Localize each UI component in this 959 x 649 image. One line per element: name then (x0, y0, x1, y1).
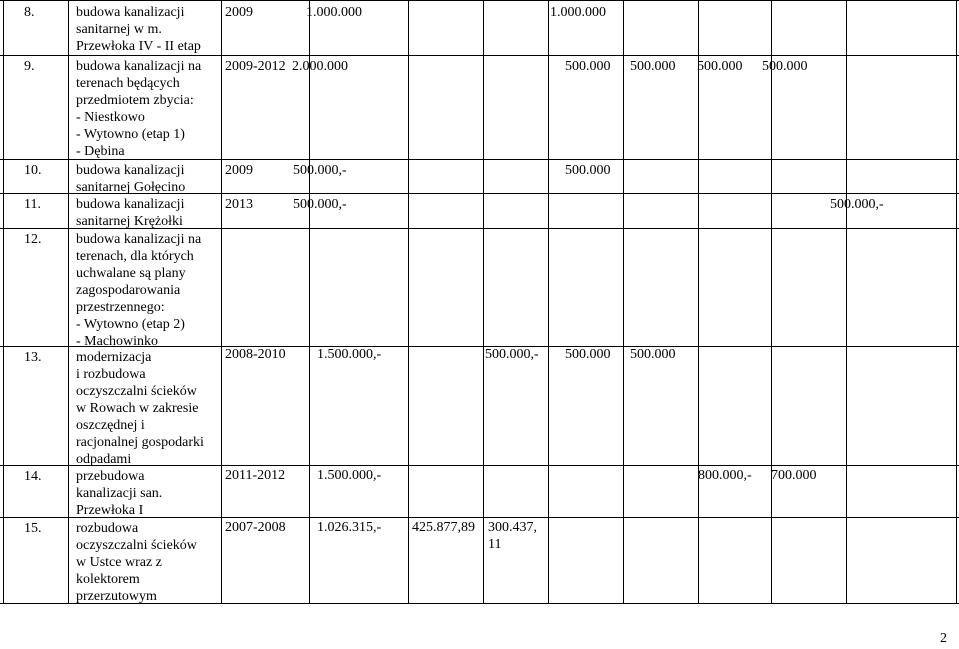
row-number: 10. (24, 163, 42, 178)
row-value-2009: 500.000 (565, 59, 611, 74)
column-divider-total (408, 0, 409, 604)
row-description-line: budowa kanalizacji (76, 197, 185, 212)
row-number: 9. (24, 59, 35, 74)
row-description-line: terenach będących (76, 76, 180, 91)
row-description-line: modernizacja (76, 350, 152, 365)
row-total: 1.500.000,- (317, 347, 382, 362)
row-period: 2009-2012 (225, 59, 286, 74)
page-number: 2 (940, 631, 947, 646)
column-divider-description (221, 0, 222, 604)
row-description-line: uchwalane są plany (76, 266, 186, 281)
row-description-line: terenach, dla których (76, 249, 194, 264)
row-number: 14. (24, 469, 42, 484)
row-description-line: - Dębina (76, 144, 125, 159)
row-value-2008: 500.000,- (485, 347, 539, 362)
column-divider-number (68, 0, 69, 604)
row-description-line: oszczędnej i (76, 418, 145, 433)
row-total: 500.000,- (293, 197, 347, 212)
row-period: 2011-2012 (225, 468, 286, 483)
row-value-2013: 500.000,- (830, 197, 884, 212)
row-period: 2008-2010 (225, 347, 286, 362)
row-description-line: sanitarnej Krężołki (76, 214, 183, 229)
row-period: 2009 (225, 5, 253, 20)
row-value-2009: 1.000.000 (550, 5, 606, 20)
row-value-2009: 500.000 (565, 347, 611, 362)
row-description-line: budowa kanalizacji (76, 5, 185, 20)
row-description-line: Przewłoka I (76, 503, 144, 518)
row-number: 8. (24, 5, 35, 20)
row-number: 13. (24, 350, 42, 365)
row-value-2009: 500.000 (565, 163, 611, 178)
row-description-line: budowa kanalizacji na (76, 232, 202, 247)
row-description-line: w Rowach w zakresie (76, 401, 199, 416)
row-value-2008: 300.437, (488, 520, 537, 535)
row-divider (0, 55, 959, 56)
row-description-line: odpadami (76, 452, 132, 467)
table-border-right (956, 0, 957, 604)
row-number: 11. (24, 197, 41, 212)
row-description-line: kolektorem (76, 572, 140, 587)
row-value-2012: 500.000 (762, 59, 808, 74)
row-period: 2009 (225, 163, 253, 178)
row-total: 1.500.000,- (317, 468, 382, 483)
column-divider-2012 (846, 0, 847, 604)
row-divider (0, 517, 959, 518)
table-border-left (3, 0, 4, 604)
row-description-line: przedmiotem zbycia: (76, 93, 194, 108)
row-description-line: oczyszczalni ścieków (76, 538, 197, 553)
row-description-line: Przewłoka IV - II etap (76, 39, 201, 54)
row-divider (0, 465, 959, 466)
row-description-line: budowa kanalizacji na (76, 59, 202, 74)
row-description-line: budowa kanalizacji (76, 163, 185, 178)
row-description-line: - Machowinko (76, 334, 159, 349)
column-divider-2009 (623, 0, 624, 604)
row-description-line: sanitarnej Gołęcino (76, 180, 186, 195)
row-description-line: przestrzennego: (76, 300, 165, 315)
column-divider-2007 (483, 0, 484, 604)
row-value-2010: 500.000 (630, 59, 676, 74)
row-value-2011: 500.000 (697, 59, 743, 74)
row-description-line: - Niestkowo (76, 110, 145, 125)
row-value-2012: 700.000 (771, 468, 817, 483)
row-description-line: przerzutowym (76, 589, 157, 604)
row-total: 500.000,- (293, 163, 347, 178)
row-total: 1.026.315,- (317, 520, 382, 535)
row-description-line: i rozbudowa (76, 367, 146, 382)
row-description-line: oczyszczalni ścieków (76, 384, 197, 399)
row-description-line: zagospodarowania (76, 283, 181, 298)
column-divider-period (309, 0, 310, 604)
row-value-2011: 800.000,- (698, 468, 752, 483)
row-number: 15. (24, 521, 42, 536)
row-description-line: przebudowa (76, 469, 145, 484)
row-description-line: w Ustce wraz z (76, 555, 162, 570)
row-description-line: kanalizacji san. (76, 486, 163, 501)
column-divider-2008 (548, 0, 549, 604)
row-total: 2.000.000 (292, 59, 348, 74)
row-period: 2013 (225, 197, 253, 212)
row-description-line: sanitarnej w m. (76, 22, 162, 37)
row-total: 1.000.000 (306, 5, 362, 20)
row-description-line: - Wytowno (etap 1) (76, 127, 185, 142)
row-description-line: racjonalnej gospodarki (76, 435, 204, 450)
column-divider-2011 (771, 0, 772, 604)
table-border-top (0, 0, 959, 1)
column-divider-2010 (698, 0, 699, 604)
row-value-2010: 500.000 (630, 347, 676, 362)
row-value-2007: 425.877,89 (412, 520, 475, 535)
row-period: 2007-2008 (225, 520, 286, 535)
row-value-2008: 11 (488, 537, 502, 552)
row-description-line: - Wytowno (etap 2) (76, 317, 185, 332)
row-number: 12. (24, 232, 42, 247)
row-divider (0, 159, 959, 160)
row-description-line: rozbudowa (76, 521, 139, 536)
